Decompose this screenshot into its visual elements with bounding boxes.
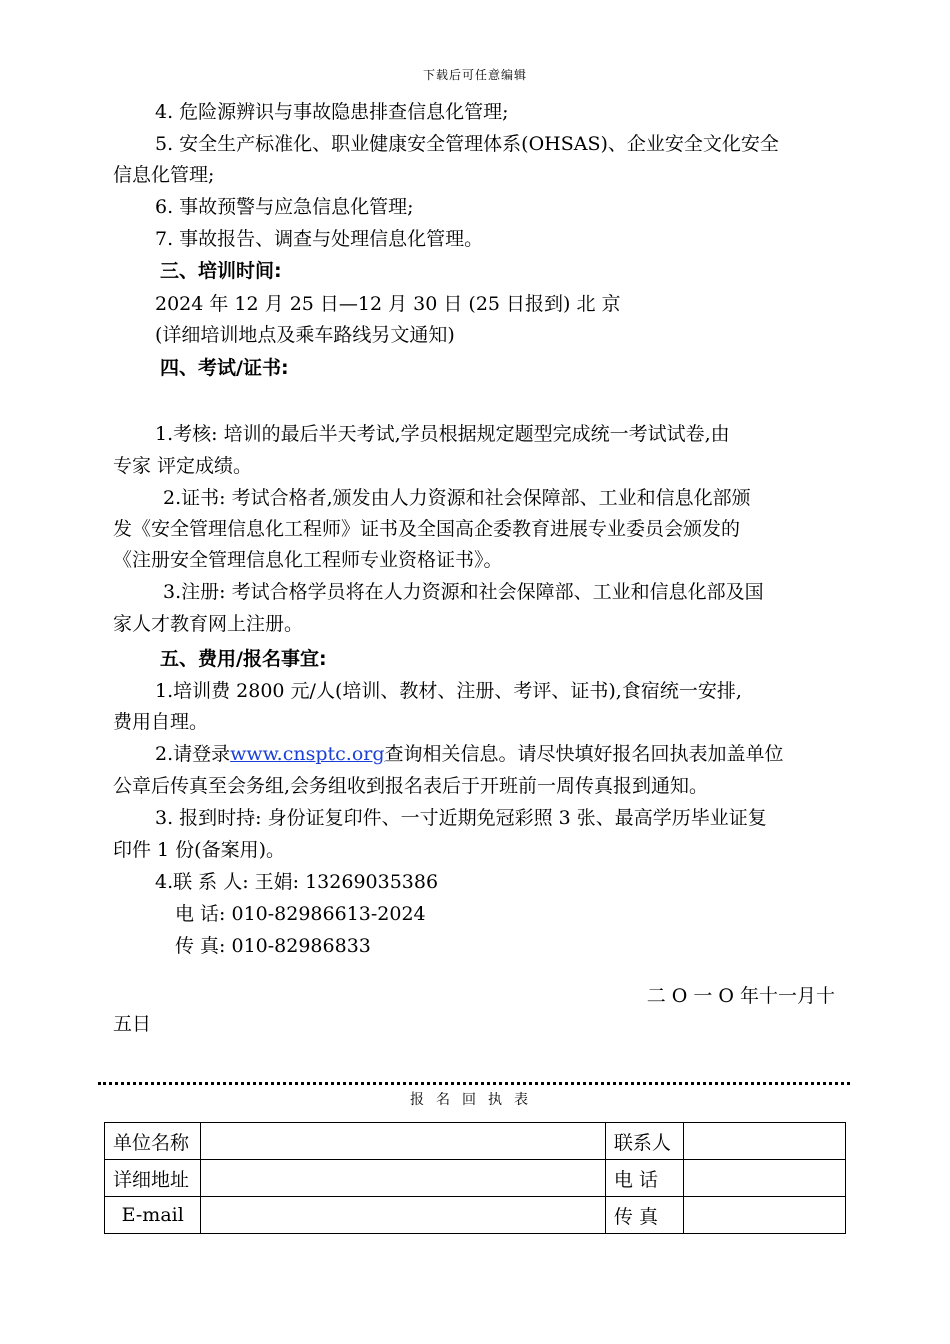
field-address[interactable] xyxy=(201,1160,605,1197)
form-row-address xyxy=(105,1160,846,1197)
form-row-company xyxy=(105,1123,846,1160)
date-signature-line-1: 二 O 一 O 年十一月十 xyxy=(646,985,835,1007)
label-address: 详细地址 xyxy=(105,1160,201,1197)
list-item-7: 7. 事故报告、调查与处理信息化管理。 xyxy=(155,228,484,250)
certificate-line-2: 发《安全管理信息化工程师》证书及全国高企委教育进展专业委员会颁发的 xyxy=(113,518,741,540)
login-suffix: 查询相关信息。请尽快填好报名回执表加盖单位 xyxy=(384,743,784,765)
login-line-1 xyxy=(155,745,784,764)
section4-heading: 四、考试/证书: xyxy=(160,357,289,379)
registration-form-table xyxy=(104,1122,846,1234)
cut-line-divider xyxy=(98,1082,850,1085)
contact-person: 4.联 系 人: 王娟: 13269035386 xyxy=(155,871,439,893)
login-line-2: 公章后传真至会务组,会务组收到报名表后于开班前一周传真报到通知。 xyxy=(113,775,709,797)
field-email[interactable] xyxy=(201,1197,605,1234)
label-email: E-mail xyxy=(105,1197,201,1234)
header-note: 下载后可任意编辑 xyxy=(422,68,527,82)
section5-heading: 五、费用/报名事宜: xyxy=(160,648,327,670)
field-contact-person[interactable] xyxy=(683,1123,845,1160)
field-phone[interactable] xyxy=(683,1160,845,1197)
training-location-note: (详细培训地点及乘车路线另文通知) xyxy=(155,324,455,346)
field-company-name[interactable] xyxy=(201,1123,605,1160)
date-signature-line-2: 五日 xyxy=(113,1013,152,1035)
contact-fax: 传 真: 010-82986833 xyxy=(175,935,371,957)
fee-line-2: 费用自理。 xyxy=(113,711,209,733)
list-item-5-cont: 信息化管理; xyxy=(113,164,215,186)
certificate-line-1: 2.证书: 考试合格者,颁发由人力资源和社会保障部、工业和信息化部颁 xyxy=(163,487,751,509)
website-link[interactable]: www.cnsptc.org xyxy=(230,743,385,765)
report-line-1: 3. 报到时持: 身份证复印件、一寸近期免冠彩照 3 张、最高学历毕业证复 xyxy=(155,807,767,829)
label-company-name: 单位名称 xyxy=(105,1123,201,1160)
section3-heading: 三、培训时间: xyxy=(160,260,282,282)
exam-line-2: 专家 评定成绩。 xyxy=(113,455,253,477)
training-date: 2024 年 12 月 25 日—12 月 30 日 (25 日报到) 北 京 xyxy=(155,293,621,315)
label-fax: 传 真 xyxy=(605,1197,683,1234)
certificate-line-3: 《注册安全管理信息化工程师专业资格证书》。 xyxy=(113,549,503,571)
label-contact-person: 联系人 xyxy=(605,1123,683,1160)
list-item-5: 5. 安全生产标准化、职业健康安全管理体系(OHSAS)、企业安全文化安全 xyxy=(155,133,779,155)
field-fax[interactable] xyxy=(683,1197,845,1234)
register-line-2: 家人才教育网上注册。 xyxy=(113,613,304,635)
contact-phone: 电 话: 010-82986613-2024 xyxy=(175,903,426,925)
login-prefix: 2.请登录 xyxy=(155,743,231,765)
form-title: 报名回执表 xyxy=(410,1092,540,1108)
fee-line-1: 1.培训费 2800 元/人(培训、教材、注册、考评、证书),食宿统一安排, xyxy=(155,680,742,702)
list-item-6: 6. 事故预警与应急信息化管理; xyxy=(155,196,414,218)
label-phone: 电 话 xyxy=(605,1160,683,1197)
register-line-1: 3.注册: 考试合格学员将在人力资源和社会保障部、工业和信息化部及国 xyxy=(163,581,764,603)
exam-line-1: 1.考核: 培训的最后半天考试,学员根据规定题型完成统一考试试卷,由 xyxy=(155,423,730,445)
report-line-2: 印件 1 份(备案用)。 xyxy=(113,839,285,861)
form-row-email xyxy=(105,1197,846,1234)
list-item-4: 4. 危险源辨识与事故隐患排查信息化管理; xyxy=(155,101,509,123)
